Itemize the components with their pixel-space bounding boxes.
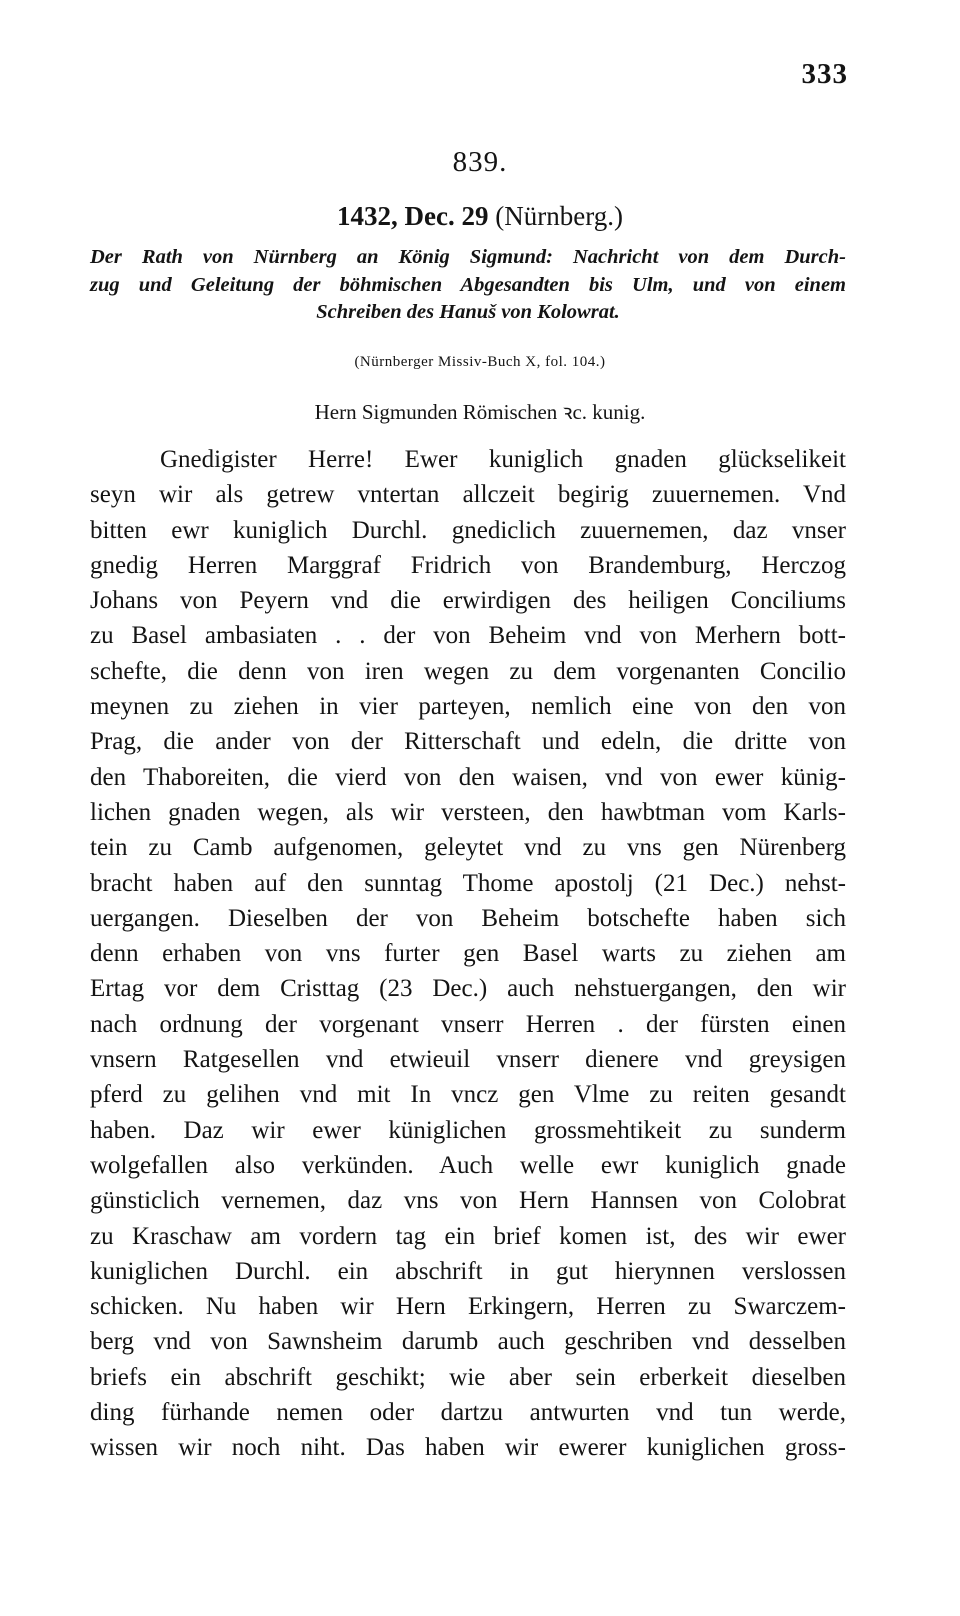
letter-address: Hern Sigmunden Römischen ꝛc. kunig.	[314, 400, 646, 424]
body-line: zu Basel ambasiaten . . der von Beheim vnd von Merhern bott-	[90, 622, 846, 650]
date-value: 1432, Dec. 29	[337, 201, 489, 231]
body-line: nach ordnung der vorgenant vnserr Herren . der fürsten einen	[90, 1010, 846, 1038]
date-heading	[0, 201, 960, 232]
body-line: schefte, die denn von iren wegen zu dem vorgenanten Concilio	[90, 657, 846, 685]
body-line: denn erhaben von vns furter gen Basel warts zu ziehen am	[90, 940, 846, 968]
body-line: berg vnd von Sawnsheim darumb auch geschriben vnd desselben	[90, 1328, 846, 1356]
body-line: briefs ein abschrift geschikt; wie aber sein erberkeit dieselben	[90, 1363, 846, 1391]
body-line: seyn wir als getrew vntertan allczeit begirig zuuernemen. Vnd	[90, 481, 846, 509]
summary-line: Der Rath von Nürnberg an König Sigmund: Nachricht von dem Durch-	[90, 246, 846, 268]
body-line: pferd zu gelihen vnd mit In vncz gen Vlme zu reiten gesandt	[90, 1081, 846, 1109]
body-line: haben. Daz wir ewer küniglichen grossmehtikeit zu sunderm	[90, 1116, 846, 1144]
body-line: gnedig Herren Marggraf Fridrich von Brandemburg, Herczog	[90, 551, 846, 579]
body-line: Prag, die ander von der Ritterschaft und edeln, die dritte von	[90, 728, 846, 756]
body-line: uergangen. Dieselben der von Beheim botschefte haben sich	[90, 904, 846, 932]
letter-body	[90, 442, 846, 1466]
body-line: vnsern Ratgesellen vnd etwieuil vnserr dienere vnd greysigen	[90, 1046, 846, 1074]
body-line: ding fürhande nemen oder dartzu antwurten vnd tun werde,	[90, 1399, 846, 1427]
body-line: meynen zu ziehen in vier parteyen, nemlich eine von den von	[90, 693, 846, 721]
summary-line: Schreiben des Hanuš von Kolowrat.	[316, 301, 620, 323]
body-line: tein zu Camb aufgenomen, geleytet vnd zu vns gen Nürenberg	[90, 834, 846, 862]
summary-line: zug und Geleitung der böhmischen Abgesandten bis Ulm, und von einem	[90, 273, 846, 296]
body-line: günsticlich vernemen, daz vns von Hern Hannsen von Colobrat	[90, 1187, 846, 1215]
body-line: lichen gnaden wegen, als wir versteen, den hawbtman vom Karls-	[90, 798, 846, 826]
body-line: bracht haben auf den sunntag Thome apostolj (21 Dec.) nehst-	[90, 869, 846, 897]
body-line: wissen wir noch niht. Das haben wir ewerer kuniglichen gross-	[90, 1434, 846, 1462]
date-place: (Nürnberg.)	[495, 201, 623, 231]
body-line: bitten ewr kuniglich Durchl. gnediclich zuuernemen, daz vnser	[90, 516, 846, 544]
body-line: den Thaboreiten, die vierd von den waisen, vnd von ewer künig-	[90, 763, 846, 791]
document-number: 839.	[452, 146, 508, 178]
body-line: Gnedigister Herre! Ewer kuniglich gnaden glückselikeit	[160, 446, 846, 473]
document-summary	[90, 244, 846, 327]
body-line: zu Kraschaw am vordern tag ein brief komen ist, des wir ewer	[90, 1222, 846, 1250]
source-citation: (Nürnberger Missiv-Buch X, fol. 104.)	[354, 354, 606, 370]
body-line: wolgefallen also verkünden. Auch welle ewr kuniglich gnade	[90, 1151, 846, 1179]
body-line: kuniglichen Durchl. ein abschrift in gut hierynnen verslossen	[90, 1257, 846, 1285]
body-line: Ertag vor dem Cristtag (23 Dec.) auch nehstuergangen, den wir	[90, 975, 846, 1003]
page-number: 333	[801, 58, 848, 90]
body-line: Johans von Peyern vnd die erwirdigen des heiligen Conciliums	[90, 587, 846, 615]
body-line: schicken. Nu haben wir Hern Erkingern, Herren zu Swarczem-	[90, 1293, 846, 1321]
